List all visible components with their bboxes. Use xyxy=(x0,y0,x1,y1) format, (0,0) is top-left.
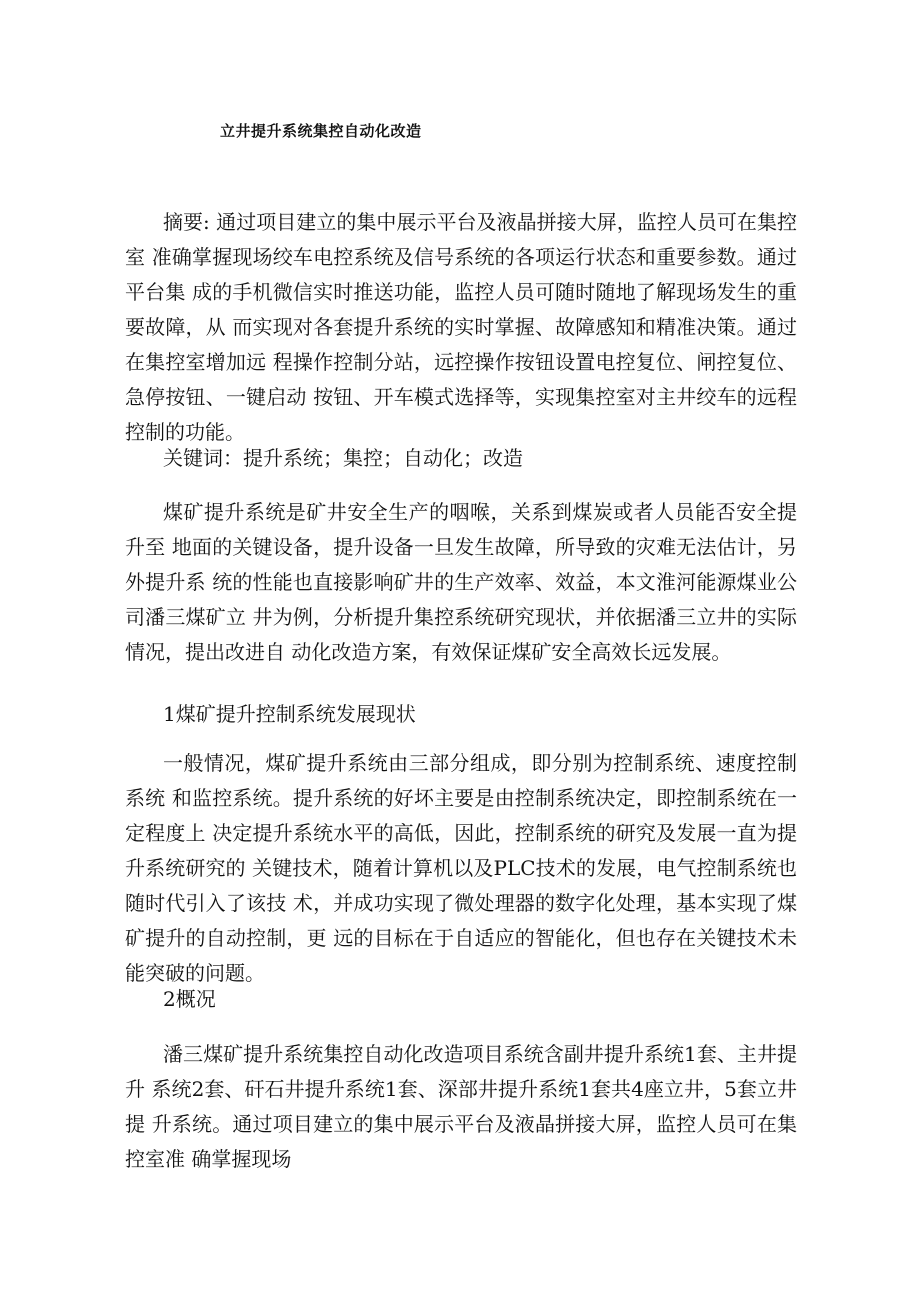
keywords-line: 关键词：提升系统；集控；自动化；改造 xyxy=(163,446,523,470)
section-heading-1: 1煤矿提升控制系统发展现状 xyxy=(163,702,416,726)
section-2-paragraph: 潘三煤矿提升系统集控自动化改造项目系统含副井提升系统1套、主井提升 系统2套、矸石井提升系统1套、深部井提升系统1套共4座立井，5套立井提 升系统。通过项目建立的集中展示平台及液晶拼接大屏，监控人员可在集控室准 确掌握现场 xyxy=(125,1042,797,1171)
section-heading-2: 2概况 xyxy=(163,987,216,1011)
section-1-paragraph: 一般情况，煤矿提升系统由三部分组成，即分别为控制系统、速度控制系统 和监控系统。提升系统的好坏主要是由控制系统决定，即控制系统在一定程度上 决定提升系统水平的高低，因此，控制系统的研究及发展一直为提升系统研究的 关键技术，随着计算机以及PLC技术的发展，电气控制系统也随时代引入了该技 术，并成功实现了微处理器的数字化处理，基本实现了煤矿提升的自动控制，更 远的目标在于自适应的智能化，但也存在关键技术未能突破的问题。 xyxy=(125,751,797,985)
document-title: 立井提升系统集控自动化改造 xyxy=(220,122,422,140)
abstract-paragraph: 摘要: 通过项目建立的集中展示平台及液晶拼接大屏，监控人员可在集控室 准确掌握现场绞车电控系统及信号系统的各项运行状态和重要参数。通过平台集 成的手机微信实时推送功能，监控人员可随时随地了解现场发生的重要故障，从 而实现对各套提升系统的实时掌握、故障感知和精准决策。通过在集控室增加远 程操作控制分站，远控操作按钮设置电控复位、闸控复位、急停按钮、一键启动 按钮、开车模式选择等，实现集控室对主井绞车的远程控制的功能。 xyxy=(125,210,797,444)
intro-paragraph: 煤矿提升系统是矿井安全生产的咽喉，关系到煤炭或者人员能否安全提升至 地面的关键设备，提升设备一旦发生故障，所导致的灾难无法估计，另外提升系 统的性能也直接影响矿井的生产效率、效益，本文淮河能源煤业公司潘三煤矿立 井为例，分析提升集控系统研究现状，并依据潘三立井的实际情况，提出改进自 动化改造方案，有效保证煤矿安全高效长远发展。 xyxy=(125,500,797,664)
